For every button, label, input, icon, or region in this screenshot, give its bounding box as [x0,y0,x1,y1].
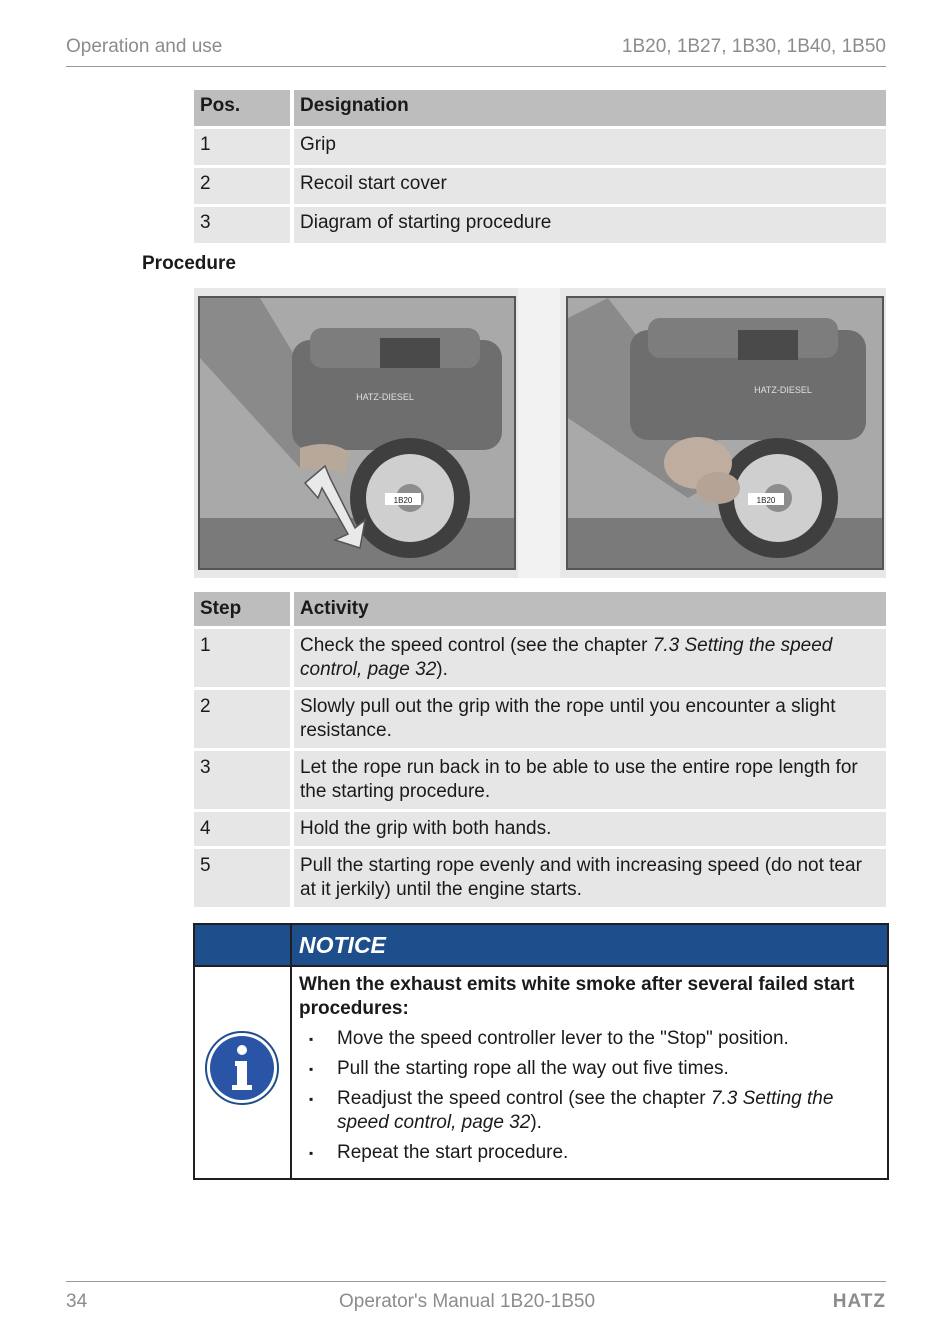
step-text-tail: ). [436,659,448,680]
chapter-reference-link[interactable]: 7.3 Setting the speed control, page 32 [337,1088,834,1133]
page-header [66,34,886,67]
designation-cell: Grip [294,129,886,165]
table-row [194,690,886,748]
section-title: Operation and use [66,36,223,57]
table-header-row [194,90,886,126]
table-row [194,629,886,687]
notice-title: NOTICE [299,932,386,958]
notice-header-bar [195,925,887,965]
table-row [194,849,886,907]
procedure-heading: Procedure [142,253,236,274]
list-item-text: Readjust the speed control (see the chapter [337,1088,711,1109]
procedure-photos [194,288,886,578]
pos-cell: 3 [194,207,294,243]
table-row [194,207,886,243]
step-activity: Slowly pull out the grip with the rope until you encounter a slight resistance. [294,690,886,748]
procedure-steps-table [194,589,886,910]
column-header-activity: Activity [294,592,886,626]
step-number: 3 [194,751,294,809]
pos-cell: 2 [194,168,294,204]
notice-list [299,1027,879,1165]
step-activity: Pull the starting rope evenly and with increasing speed (do not tear at it jerkily) until the engine starts. [294,849,886,907]
step-number: 1 [194,629,294,687]
designation-cell: Diagram of starting procedure [294,207,886,243]
step-number: 2 [194,690,294,748]
engine-photo-grip-position [198,296,516,570]
notice-divider [195,965,887,967]
engine-brand-label: HATZ-DIESEL [754,385,812,395]
step-activity [294,629,886,687]
designation-cell: Recoil start cover [294,168,886,204]
list-item-tail: ). [530,1112,542,1133]
list-item: ▪ Repeat the start procedure. [299,1141,879,1165]
step-text: Check the speed control (see the chapter [300,635,653,656]
step-number: 5 [194,849,294,907]
step-activity: Hold the grip with both hands. [294,812,886,846]
engine-brand-label: HATZ-DIESEL [356,392,414,402]
chapter-reference-link[interactable]: 7.3 Setting the speed control, page 32 [300,635,833,680]
photo-gap [518,288,560,578]
column-header-pos: Pos. [194,90,294,126]
info-icon [205,1031,279,1105]
table-row [194,129,886,165]
column-header-step: Step [194,592,294,626]
manual-title: Operator's Manual 1B20-1B50 [339,1291,596,1312]
table-header-row [194,592,886,626]
table-row [194,751,886,809]
column-header-designation: Designation [294,90,886,126]
position-table [194,87,886,246]
page-footer [66,1281,886,1322]
brand-logo: HATZ [832,1291,886,1312]
notice-column-divider [290,925,292,1178]
notice-box [193,923,889,1180]
engine-illustration-1 [200,298,514,568]
model-badge: 1B20 [756,496,776,505]
engine-illustration-2 [568,298,882,568]
notice-lead: When the exhaust emits white smoke after several failed start procedures: [299,974,855,1019]
list-item: ▪ Move the speed controller lever to the "Stop" position. [299,1027,879,1051]
model-badge: 1B20 [393,496,413,505]
step-activity: Let the rope run back in to be able to use the entire rope length for the starting procedure. [294,751,886,809]
engine-photo-both-hands [566,296,884,570]
pos-cell: 1 [194,129,294,165]
table-row [194,812,886,846]
page-number: 34 [66,1291,88,1312]
step-number: 4 [194,812,294,846]
list-item [299,1087,879,1135]
model-list: 1B20, 1B27, 1B30, 1B40, 1B50 [621,36,886,57]
list-item: ▪ Pull the starting rope all the way out five times. [299,1057,879,1081]
notice-content [299,973,879,1171]
table-row [194,168,886,204]
